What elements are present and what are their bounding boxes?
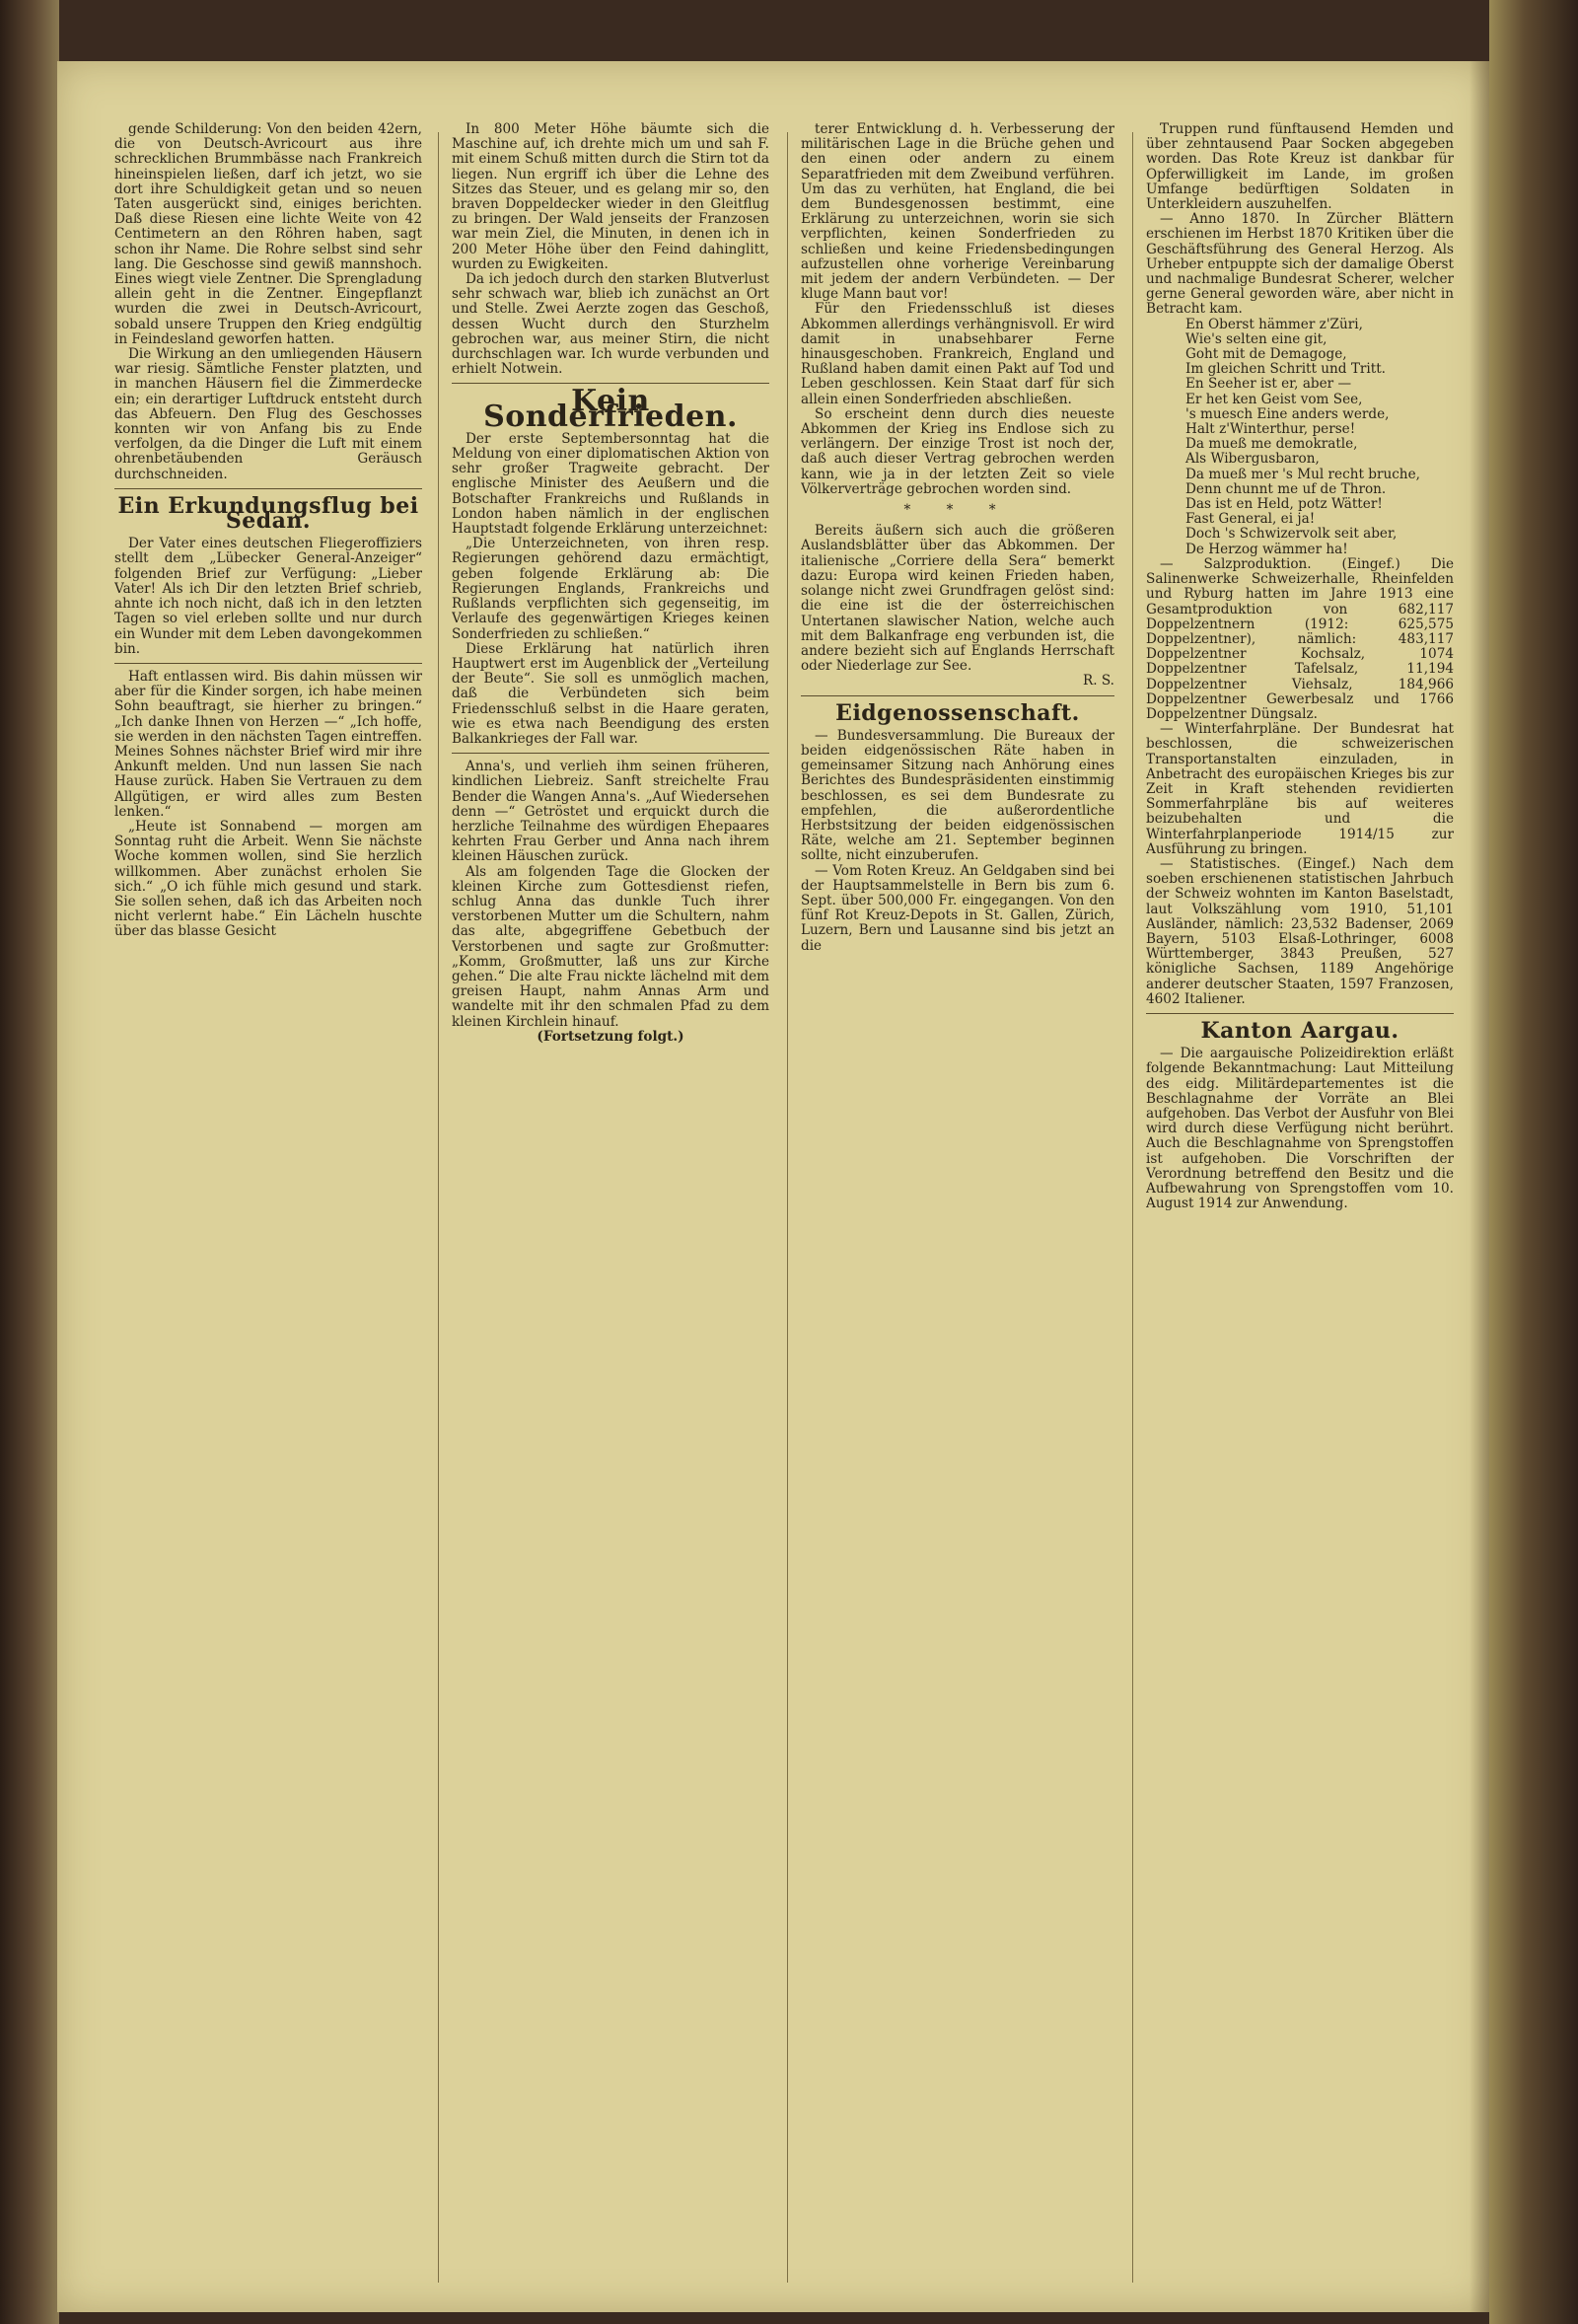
newspaper-page xyxy=(57,61,1489,2312)
divider xyxy=(1146,1013,1454,1014)
column-2 xyxy=(452,122,769,2273)
article-text: — Bundesversammlung. Die Bureaux der beiden eidgenössischen Räte haben in gemeinsamer Sitzung nach Anhörung eines Berichtes des Bundespräsidenten einstimmig beschlossen, es sei dem Bundesrate zu empfehlen, die außerordentliche Herbstsitzung der beiden eidgenössischen Räte, welche am 21. September beginnen sollte, nicht einzuberufen. xyxy=(801,727,1114,864)
serial-text: Als am folgenden Tage die Glocken der kleinen Kirche zum Gottesdienst riefen, schlug Anna das dunkle Tuch ihrer verstorbenen Mutter um die Schultern, nahm das alte, abgegriffene Gebetbuch der Verstorbenen und sagte zur Großmutter: „Komm, Großmutter, laß uns zur Kirche gehen.“ Die alte Frau nickte lächelnd mit dem greisen Haupt, nahm Annas Arm und wandelte mit ihr den schmalen Pfad zu dem kleinen Kirchlein hinauf. xyxy=(452,863,769,1030)
article-text: Diese Erklärung hat natürlich ihren Hauptwert erst im Augenblick der „Verteilung der Beute“. Sie soll es unmöglich machen, daß die Verbündeten sich beim Friedensschluß selbst in die Haare geraten, wie es etwa nach Beendigung des ersten Balkankrieges der Fall war. xyxy=(452,640,769,747)
poem-line: Im gleichen Schritt und Tritt. xyxy=(1185,361,1386,378)
author-signature: R. S. xyxy=(1082,673,1114,690)
article-heading: Kanton Aargau. xyxy=(1200,1017,1399,1044)
serial-text: „Heute ist Sonnabend — morgen am Sonntag ruht die Arbeit. Wenn Sie nächste Woche kommen wollen, sind Sie herzlich willkommen. Aber zunächst erholen Sie sich.“ „O ich fühle mich gesund und stark. Sie sollen sehen, daß ich das Arbeiten noch nicht verlernt habe.“ Ein Lächeln huschte über das blasse Gesicht xyxy=(114,818,422,940)
poem-line: Da mueß mer 's Mul recht bruche, xyxy=(1185,466,1420,482)
article-heading: Kein Sonderfrieden. xyxy=(483,384,738,434)
poem-line: Das ist en Held, potz Wätter! xyxy=(1185,496,1383,513)
poem-line: De Herzog wämmer ha! xyxy=(1185,541,1348,557)
article-text: Bereits äußern sich auch die größeren Auslandsblätter über das Abkommen. Der italienische „Corriere della Sera“ bemerkt dazu: Europa wird keinen Frieden haben, solange nicht zwei Grundfragen gelöst sind: die eine ist die der österreichischen Untertanen slawischer Nation, welche auch mit dem Balkanfrage eng verbunden ist, die andere bezieht sich auf Englands Herrschaft oder Niederlage zur See. xyxy=(801,523,1114,675)
article-text: Da ich jedoch durch den starken Blutverlust sehr schwach war, blieb ich zunächst an Ort und Stelle. Zwei Aerzte zogen das Geschoß, dessen Wucht durch den Sturzhelm gebrochen war, aus meiner Stirn, die nicht durchschlagen war. Ich wurde verbunden und erhielt Notwein. xyxy=(452,271,769,378)
poem-line: Da mueß me demokratle, xyxy=(1185,436,1358,453)
article-text: — Die aargauische Polizeidirektion erläßt folgende Bekanntmachung: Laut Mitteilung des eidg. Militärdepartementes ist die Beschlagnahme der Vorräte an Blei aufgehoben. Das Verbot der Ausfuhr von Blei wird durch diese Verfügung nicht berührt. Auch die Beschlagnahme von Sprengstoffen ist aufgehoben. Die Vorschriften der Verordnung betreffend den Besitz und die Aufbewahrung von Sprengstoffen vom 10. August 1914 zur Anwendung. xyxy=(1146,1046,1454,1212)
poem-line: Als Wibergusbaron, xyxy=(1185,451,1320,468)
column-rule xyxy=(1132,132,1133,2283)
article-text: Die Wirkung an den umliegenden Häusern war riesig. Sämtliche Fenster platzten, und in manchen Häusern fiel die Zimmerdecke ein; ein derartiger Luftdruck entsteht durch das Abfeuern. Den Flug des Geschosses konnten wir von Anfang bis zu Ende verfolgen, da die Dinger die Luft mit einem ohrenbetäubenden Geräusch durchschneiden. xyxy=(114,346,422,482)
poem-line: Goht mit de Demagoge, xyxy=(1185,346,1347,363)
article-heading: Eidgenossenschaft. xyxy=(835,699,1080,726)
column-rule xyxy=(787,132,788,2283)
divider xyxy=(801,695,1114,696)
section-stars: * * * xyxy=(903,502,1012,519)
poem-line: Er het ken Geist vom See, xyxy=(1185,391,1363,407)
column-4 xyxy=(1146,122,1454,2273)
article-text: Für den Friedensschluß ist dieses Abkommen allerdings verhängnisvoll. Er wird damit in unabsehbarer Ferne hinausgeschoben. Frankreich, England und Rußland haben damit einen Pakt auf Tod und Leben geschlossen. Kein Staat darf für sich allein einen Sonderfrieden abschließen. xyxy=(801,301,1114,407)
poem-line: Halt z'Winterthur, perse! xyxy=(1185,421,1356,438)
article-text: terer Entwicklung d. h. Verbesserung der militärischen Lage in die Brüche gehen und den einen oder andern zu einem Separatfrieden mit dem Zweibund verführen. Um das zu verhüten, hat England, die bei dem Bundesgenossen bestimmt, eine Erklärung zu unterzeichnen, worin sie sich verpflichten, keinen Sonderfrieden zu schließen und keine Friedensbedingungen aufzustellen ohne vorherige Vereinbarung mit jedem der andern Verbündeten. — Der kluge Mann baut vor! xyxy=(801,122,1114,303)
poem-line: Fast General, ei ja! xyxy=(1185,511,1316,528)
article-text: Der Vater eines deutschen Fliegeroffiziers stellt dem „Lübecker General-Anzeiger“ folgenden Brief zur Verfügung: „Lieber Vater! Als ich Dir den letzten Brief schrieb, ahnte ich noch nicht, daß ich in den letzten Tagen so viel erleben sollte und nur durch ein Wunder mit dem Leben davongekommen bin. xyxy=(114,536,422,657)
article-text: So erscheint denn durch dies neueste Abkommen der Krieg ins Endlose sich zu verlängern. Der einzige Trost ist noch der, daß auch dieser Vertrag gebrochen werden kann, wie ja in der letzten Zeit so viele Völkerverträge gebrochen worden sind. xyxy=(801,405,1114,497)
article-text: „Die Unterzeichneten, von ihren resp. Regierungen gehörend dazu ermächtigt, geben folgende Erklärung ab: Die Regierungen Englands, Frankreichs und Rußlands verpflichten sich gegenseitig, im Verlaufe des gegenwärtigen Krieges keinen Sonderfrieden zu schließen.“ xyxy=(452,536,769,642)
poem xyxy=(1146,318,1454,557)
column-rule xyxy=(438,132,439,2283)
poem-line: En Oberst hämmer z'Züri, xyxy=(1185,316,1363,332)
poem-line: Denn chunnt me uf de Thron. xyxy=(1185,480,1387,497)
article-text: Der erste Septembersonntag hat die Meldung von einer diplomatischen Aktion von sehr großer Tragweite gebracht. Der englische Minister des Aeußern und die Botschafter Frankreichs und Rußlands in London haben nämlich in der englischen Hauptstadt folgende Erklärung unterzeichnet: xyxy=(452,430,769,538)
poem-line: 's muesch Eine anders werde, xyxy=(1185,405,1390,422)
divider xyxy=(452,753,769,754)
column-1 xyxy=(114,122,422,2273)
poem-line: Wie's selten eine git, xyxy=(1185,330,1327,347)
serial-text: Anna's, und verlieh ihm seinen früheren, kindlichen Liebreiz. Sanft streichelte Frau Bender die Wangen Anna's. „Auf Wiedersehen denn —“ Getröstet und erquickt durch die herzliche Teilnahme des würdigen Ehepaares kehrten Frau Gerber und Anna nach ihrem kleinen Häuschen zurück. xyxy=(452,759,769,865)
article-text: — Vom Roten Kreuz. An Geldgaben sind bei der Hauptsammelstelle in Bern bis zum 6. Sept. über 500,000 Fr. eingegangen. Von den fünf Rot Kreuz-Depots in St. Gallen, Zürich, Luzern, Bern und Lausanne sind bis jetzt an die xyxy=(801,862,1114,954)
book-binding-right xyxy=(1489,0,1578,2324)
article-text: — Salzproduktion. (Eingef.) Die Salinenwerke Schweizerhalle, Rheinfelden und Ryburg hatten im Jahre 1913 eine Gesamtproduktion von 682,117 Doppelzentnern (1912: 625,575 Doppelzentner), nämlich: 483,117 Doppelzentner Kochsalz, 1074 Doppelzentner Tafelsalz, 11,194 Doppelzentner Viehsalz, 184,966 Doppelzentner Gewerbesalz und 1766 Doppelzentner Düngsalz. xyxy=(1146,555,1454,722)
page-edge-shadow xyxy=(1470,61,1489,2312)
poem-line: En Seeher ist er, aber — xyxy=(1185,376,1352,393)
article-heading: Ein Erkundungsflug bei Sedan. xyxy=(117,492,419,535)
divider xyxy=(114,488,422,489)
article-text: — Winterfahrpläne. Der Bundesrat hat beschlossen, die schweizerischen Transportanstalten einzuladen, in Anbetracht des europäischen Krieges bis zur Zeit in Kraft stehenden revidierten Sommerfahrpläne bis auf weiteres beizubehalten und die Winterfahrplanperiode 1914/15 zur Ausführung zu bringen. xyxy=(1146,721,1454,857)
article-text: — Statistisches. (Eingef.) Nach dem soeben erschienenen statistischen Jahrbuch der Schweiz wohnten im Kanton Baselstadt, laut Volkszählung vom 1910, 51,101 Ausländer, nämlich: 23,532 Badenser, 2069 Bayern, 5103 Elsaß-Lothringer, 6008 Württemberger, 3843 Preußen, 527 königliche Sachsen, 1189 Angehörige anderer deutscher Staaten, 1597 Franzosen, 4602 Italiener. xyxy=(1146,855,1454,1007)
article-text: Truppen rund fünftausend Hemden und über zehntausend Paar Socken abgegeben worden. Das Rote Kreuz ist dankbar für Opferwilligkeit im Lande, im großen Umfange bedürftigen Soldaten in Unterkleidern auszuhelfen. xyxy=(1146,122,1454,213)
continuation-note: (Fortsetzung folgt.) xyxy=(537,1028,684,1045)
article-text: — Anno 1870. In Zürcher Blättern erschienen im Herbst 1870 Kritiken über die Geschäftsführung des General Herzog. Als Urheber entpuppte sich der damalige Oberst und nachmalige Bundesrat Scherer, welcher gerne General geworden wäre, aber nicht in Betracht kam. xyxy=(1146,211,1454,318)
article-text: In 800 Meter Höhe bäumte sich die Maschine auf, ich drehte mich um und sah F. mit einem Schuß mitten durch die Stirn tot da liegen. Nun ergriff ich über die Lehne des Sitzes das Steuer, und es gelang mir so, den braven Doppeldecker wieder in den Gleitflug zu bringen. Der Wald jenseits der Franzosen war mein Ziel, die Minuten, in denen ich in 200 Meter Höhe über den Feind dahinglitt, wurden zu Ewigkeiten. xyxy=(452,122,769,272)
poem-line: Doch 's Schwizervolk seit aber, xyxy=(1185,526,1398,543)
book-binding-left xyxy=(0,0,59,2324)
divider xyxy=(114,663,422,664)
serial-text: Haft entlassen wird. Bis dahin müssen wir aber für die Kinder sorgen, ich habe meinen Sohn beauftragt, sie hierher zu bringen.“ „Ich danke Ihnen von Herzen —“ „Ich hoffe, sie werden in den nächsten Tagen eintreffen. Meines Sohnes nächster Brief wird mir ihre Ankunft melden. Und nun lassen Sie nach Hause zurück. Haben Sie Vertrauen zu dem Allgütigen, er wird alles zum Besten lenken.“ xyxy=(114,668,422,820)
column-3 xyxy=(801,122,1114,2273)
article-text: gende Schilderung: Von den beiden 42ern, die von Deutsch-Avricourt aus ihre schrecklichen Brummbässe nach Frankreich hineinspielen ließen, darf ich jetzt, wo sie dort ihre Schuldigkeit getan und so neuen Taten ausgerückt sind, einiges berichten. Daß diese Riesen eine lichte Weite von 42 Centimetern an den Röhren haben, sagt schon ihr Name. Die Rohre selbst sind sehr lang. Die Geschosse sind gewiß mannshoch. Eines wiegt viele Zentner. Die Sprengladung allein geht in die Zentner. Eingepflanzt wurden die zwei in Deutsch-Avricourt, sobald unsere Truppen den Krieg endgültig in Feindesland geworfen hatten. xyxy=(114,122,422,347)
